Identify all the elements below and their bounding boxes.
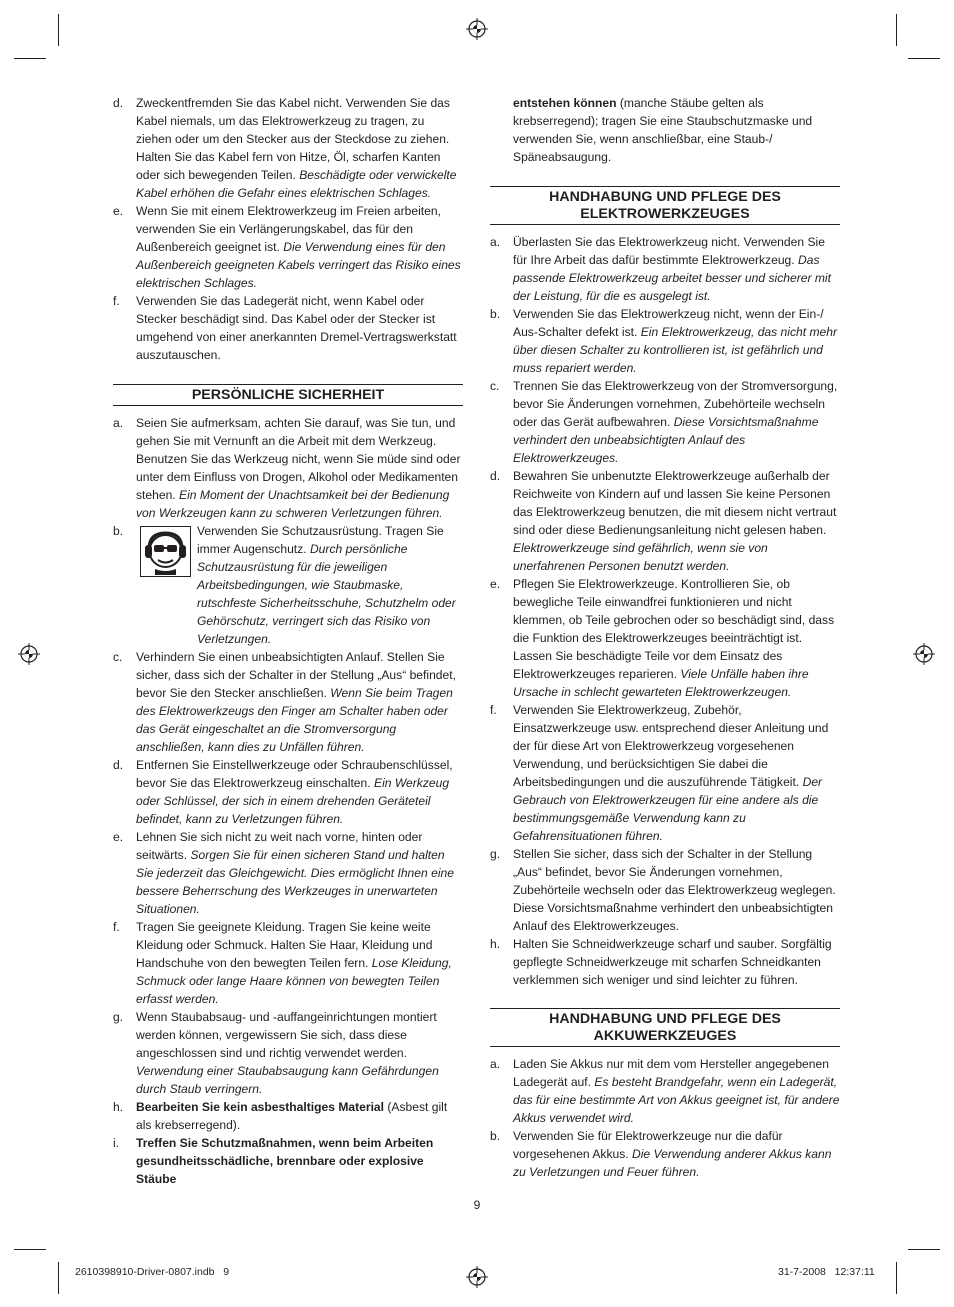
item-note: Beschädigte oder verwickelte Kabel erhöhen die Gefahr eines elektrischen Schlages. (136, 168, 457, 200)
item-text: Wenn Sie mit einem Elektrowerkzeug im Freien arbeiten, verwenden Sie ein Verlängerungskabel, das für den Außenbereich geeignet ist. (136, 204, 441, 254)
crop-mark (908, 1249, 940, 1250)
section-heading (490, 186, 840, 225)
list-item (490, 467, 840, 575)
right-column (490, 94, 840, 1181)
item-label: i. (113, 1136, 120, 1150)
item-label: d. (113, 758, 124, 772)
item-label: c. (490, 379, 500, 393)
continued-paragraph (490, 94, 840, 166)
item-note: Ein Moment der Unachtsamkeit bei der Bedienung von Werkzeugen kann zu schweren Verletzungen führen. (136, 488, 450, 520)
crop-mark (14, 58, 46, 59)
item-label: b. (490, 1129, 501, 1143)
list-item (490, 377, 840, 467)
left-column (113, 94, 463, 1188)
list-item (490, 1055, 840, 1127)
section-heading-line: HANDHABUNG UND PFLEGE DES (549, 189, 781, 205)
list-item (490, 305, 840, 377)
list-item (113, 1134, 463, 1188)
item-note: Ein Elektrowerkzeug, das nicht mehr über diesen Schalter zu kontrollieren ist, ist gefährlich und muss repariert werden. (513, 325, 838, 375)
list-item (490, 701, 840, 845)
item-text: Tragen Sie geeignete Kleidung. Tragen Sie keine weite Kleidung oder Schmuck. Halten Sie Haar, Kleidung und Handschuhe von den bewegten Teilen fern. (136, 920, 433, 970)
item-label: h. (490, 937, 501, 951)
item-note: Wenn Sie beim Tragen des Elektrowerkzeugs den Finger am Schalter haben oder das Gerät eingeschaltet an die Stromversorgung anschließen, kann dies zu Unfällen führen. (136, 686, 453, 754)
item-text: Seien Sie aufmerksam, achten Sie darauf, was Sie tun, und gehen Sie mit Vernunft an die Arbeit mit dem Werkzeug. Benutzen Sie das Werkzeug nicht, wenn Sie müde sind oder unter dem Einfluss von Drogen, Alkohol oder Medikamenten stehen. (136, 416, 461, 502)
item-note: Diese Vorsichtsmaßnahme verhindert den unbeabsichtigten Anlauf des Elektrowerkzeuges. (513, 415, 819, 465)
item-note: Es besteht Brandgefahr, wenn ein Ladegerät, das für eine bestimmte Art von Akkus geeignet ist, für andere Akkus verwendet wird. (513, 1075, 840, 1125)
item-note: Das passende Elektrowerkzeug arbeitet besser und sicherer mit der Leistung, für die es ausgelegt ist. (513, 253, 831, 303)
item-note: Ein Werkzeug oder Schlüssel, der sich in einem drehenden Geräteteil befindet, kann zu Verletzungen führen. (136, 776, 450, 826)
item-label: f. (113, 294, 120, 308)
item-text: Laden Sie Akkus nur mit dem vom Hersteller angegebenen Ladegerät auf. (513, 1057, 829, 1089)
item-bold: Treffen Sie Schutzmaßnahmen, wenn beim Arbeiten gesundheitsschädliche, brennbare oder explosive Stäube (136, 1136, 434, 1186)
item-label: a. (490, 235, 501, 249)
list-item (490, 575, 840, 701)
item-label: b. (490, 307, 501, 321)
item-label: d. (113, 96, 124, 110)
item-text: (manche Stäube gelten als krebserregend); tragen Sie eine Staubschutzmaske und verwenden Sie, wenn anschließbar, eine Staub-/ Späneabsaugung. (513, 96, 813, 164)
item-text: Stellen Sie sicher, dass sich der Schalter in der Stellung „Aus“ befindet, bevor Sie Änderungen vornehmen, Zubehörteile wechseln oder das Elektrowerkzeug weglegen. Diese Vorsichtsmaßnahme verhindert den unbeabsichtigten Anlauf des Elektrowerkzeuges. (513, 847, 836, 933)
registration-mark-icon (466, 18, 488, 40)
item-note: Lose Kleidung, Schmuck oder lange Haare können von bewegten Teilen erfasst werden. (136, 956, 452, 1006)
item-text: Halten Sie Schneidwerkzeuge scharf und sauber. Sorgfältig gepflegte Schneidwerkzeuge mit scharfen Schneidkanten verklemmen sich weniger und sind leichter zu führen. (513, 937, 832, 987)
item-label: e. (113, 204, 124, 218)
crop-mark (58, 14, 59, 46)
item-label: e. (490, 577, 501, 591)
list-item (113, 1008, 463, 1098)
item-note: Elektrowerkzeuge sind gefährlich, wenn sie von unerfahrenen Personen benutzt werden. (513, 541, 768, 573)
slug-date: 31-7-2008 12:37:11 (778, 1266, 875, 1278)
item-label: e. (113, 830, 124, 844)
item-note: Durch persönliche Schutzausrüstung für die jeweiligen Arbeitsbedingungen, wie Staubmaske, rutschfeste Sicherheitsschuhe, Schutzhelm oder Gehörschutz, verringert sich das Risiko von Verletzungen. (197, 542, 456, 646)
item-label: f. (113, 920, 120, 934)
item-text: Verhindern Sie einen unbeabsichtigten Anlauf. Stellen Sie sicher, dass sich der Schalter in der Stellung „Aus“ befindet, bevor Sie den Stecker anschließen. (136, 650, 456, 700)
item-text: Bewahren Sie unbenutzte Elektrowerkzeuge außerhalb der Reichweite von Kindern auf und lassen Sie keine Personen das Elektrowerkzeug benutzen, die mit diesem nicht vertraut sind oder diese Bedienungsanleitung nicht gelesen haben. (513, 469, 837, 537)
item-text: Verwenden Sie für Elektrowerkzeuge nur die dafür vorgesehenen Akkus. (513, 1129, 783, 1161)
list-item (490, 935, 840, 989)
item-text: Überlasten Sie das Elektrowerkzeug nicht. Verwenden Sie für Ihre Arbeit das dafür bestimmte Elektrowerkzeug. (513, 235, 825, 267)
item-text: Verwenden Sie Schutzausrüstung. Tragen Sie immer Augenschutz. (197, 524, 444, 556)
section-heading-line: ELEKTROWERKZEUGES (580, 206, 750, 222)
list-item (113, 522, 463, 648)
item-label: d. (490, 469, 501, 483)
item-label: c. (113, 650, 123, 664)
item-text: Verwenden Sie das Ladegerät nicht, wenn Kabel oder Stecker beschädigt sind. Das Kabel oder der Stecker ist umgehend von einer anerkannten Dremel-Vertragswerkstatt auszutauschen. (136, 294, 457, 362)
registration-mark-icon (18, 643, 40, 665)
list-item (113, 918, 463, 1008)
item-label: g. (113, 1010, 124, 1024)
page-number: 9 (473, 1198, 481, 1212)
item-text: Verwenden Sie Elektrowerkzeug, Zubehör, Einsatzwerkzeuge usw. entsprechend dieser Anleitung und der für diese Art von Elektrowerkzeug vorgesehenen Verwendung, und berücksichtigen Sie dabei die Arbeitsbedingungen und die auszuführende Tätigkeit. (513, 703, 829, 789)
item-text: Trennen Sie das Elektrowerkzeug von der Stromversorgung, bevor Sie Änderungen vornehmen, Zubehörteile wechseln oder das Gerät aufbewahren. (513, 379, 838, 429)
item-text: Pflegen Sie Elektrowerkzeuge. Kontrollieren Sie, ob bewegliche Teile einwandfrei funktionieren und nicht klemmen, ob Teile gebrochen oder so beschädigt sind, dass die Funktion des Elektrowerkzeuges beeinträchtigt ist. Lassen Sie beschädigte Teile vor dem Einsatz des Elektrowerkzeuges reparieren. (513, 577, 835, 681)
item-bold: Bearbeiten Sie kein asbesthaltiges Material (136, 1100, 385, 1114)
item-note: Die Verwendung anderer Akkus kann zu Verletzungen und Feuer führen. (513, 1147, 832, 1179)
crop-mark (896, 1262, 897, 1294)
item-label: a. (490, 1057, 501, 1071)
item-label: g. (490, 847, 501, 861)
list-item (113, 94, 463, 202)
crop-mark (58, 1262, 59, 1294)
section-heading-line: HANDHABUNG UND PFLEGE DES (549, 1011, 781, 1027)
item-note: Der Gebrauch von Elektrowerkzeugen für eine andere als die bestimmungsgemäße Verwendung kann zu Gefahrensituationen führen. (513, 775, 823, 843)
item-label: b. (113, 524, 124, 538)
section-heading: PERSÖNLICHE SICHERHEIT (113, 384, 463, 406)
list-item (490, 233, 840, 305)
safety-glasses-ear-protection-icon (140, 526, 191, 577)
list-item (113, 828, 463, 918)
item-note: Die Verwendung eines für den Außenbereich geeigneten Kabels verringert das Risiko eines elektrischen Schlages. (136, 240, 461, 290)
item-text: Lehnen Sie sich nicht zu weit nach vorne, hinten oder seitwärts. (136, 830, 423, 862)
item-text: (Asbest gilt als krebserregend). (136, 1100, 448, 1132)
list-item (113, 756, 463, 828)
item-label: a. (113, 416, 124, 430)
registration-mark-icon (466, 1266, 488, 1288)
slug-file: 2610398910-Driver-0807.indb 9 (75, 1266, 230, 1278)
crop-mark (908, 58, 940, 59)
item-text: Zweckentfremden Sie das Kabel nicht. Verwenden Sie das Kabel niemals, um das Elektrowerkzeug zu tragen, zu ziehen oder um den Stecker aus der Steckdose zu ziehen. Halten Sie das Kabel fern von Hitze, Öl, scharfen Kanten oder sich bewegenden Teilen. (136, 96, 450, 182)
section-heading (490, 1008, 840, 1047)
list-item (490, 845, 840, 935)
list-item (113, 648, 463, 756)
item-note: Verwendung einer Staubabsaugung kann Gefährdungen durch Staub verringern. (136, 1064, 439, 1096)
list-item (113, 292, 463, 364)
item-text: Wenn Staubabsaug- und -auffangeinrichtungen montiert werden können, vergewissern Sie sich, dass diese angeschlossen sind und richtig verwendet werden. (136, 1010, 437, 1060)
list-item (113, 202, 463, 292)
registration-mark-icon (913, 643, 935, 665)
list-item (113, 1098, 463, 1134)
section-heading-line: AKKUWERKZEUGES (593, 1028, 737, 1044)
item-bold: entstehen können (513, 96, 617, 110)
item-text: Verwenden Sie das Elektrowerkzeug nicht, wenn der Ein-/ Aus-Schalter defekt ist. (513, 307, 824, 339)
item-text: Entfernen Sie Einstellwerkzeuge oder Schraubenschlüssel, bevor Sie das Elektrowerkzeug einschalten. (136, 758, 453, 790)
list-item (490, 1127, 840, 1181)
crop-mark (14, 1249, 46, 1250)
item-label: h. (113, 1100, 124, 1114)
item-note: Sorgen Sie für einen sicheren Stand und halten Sie jederzeit das Gleichgewicht. Dies ermöglicht Ihnen eine bessere Beherrschung des Werkzeuges in unerwarteten Situationen. (136, 848, 454, 916)
item-note: Viele Unfälle haben ihre Ursache in schlecht gewarteten Elektrowerkzeugen. (513, 667, 809, 699)
crop-mark (896, 14, 897, 46)
item-label: f. (490, 703, 497, 717)
list-item (113, 414, 463, 522)
